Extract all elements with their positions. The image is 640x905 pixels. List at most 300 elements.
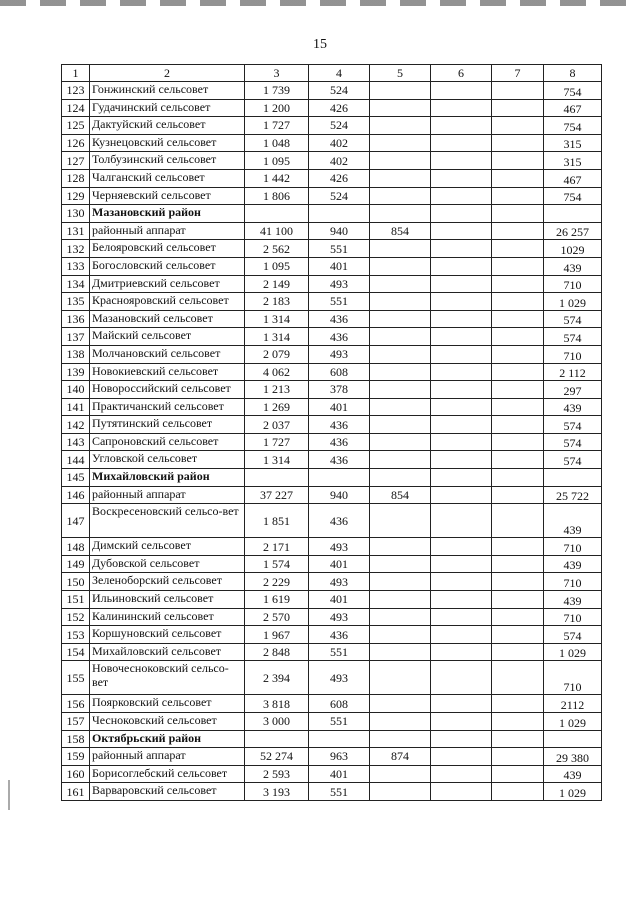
cell-col4: 493	[309, 608, 370, 626]
table-row	[62, 713, 602, 731]
row-number: 131	[62, 222, 90, 240]
cell-col8: 1 029	[544, 643, 602, 661]
cell-col6	[431, 643, 492, 661]
cell-col6	[431, 398, 492, 416]
scan-artifact	[8, 780, 10, 810]
cell-col8: 439	[544, 765, 602, 783]
cell-col7	[492, 117, 544, 135]
row-name: Майский сельсовет	[90, 328, 245, 346]
cell-col7	[492, 643, 544, 661]
cell-col3: 1 048	[245, 134, 309, 152]
cell-col6	[431, 381, 492, 399]
table-row	[62, 117, 602, 135]
cell-col7	[492, 608, 544, 626]
cell-col4	[309, 205, 370, 223]
cell-col4: 493	[309, 345, 370, 363]
cell-col7	[492, 626, 544, 644]
cell-col7	[492, 222, 544, 240]
cell-col4: 608	[309, 695, 370, 713]
cell-col6	[431, 205, 492, 223]
cell-col8: 710	[544, 538, 602, 556]
cell-col3: 1 314	[245, 310, 309, 328]
cell-col6	[431, 486, 492, 504]
cell-col4: 493	[309, 661, 370, 695]
cell-col6	[431, 345, 492, 363]
cell-col6	[431, 152, 492, 170]
row-name: Коршуновский сельсовет	[90, 626, 245, 644]
cell-col4: 524	[309, 82, 370, 100]
cell-col8: 1029	[544, 240, 602, 258]
cell-col3: 52 274	[245, 748, 309, 766]
table-row	[62, 538, 602, 556]
cell-col8: 29 380	[544, 748, 602, 766]
cell-col3: 1 727	[245, 433, 309, 451]
cell-col4: 426	[309, 99, 370, 117]
cell-col5	[370, 187, 431, 205]
cell-col3	[245, 205, 309, 223]
cell-col8: 467	[544, 99, 602, 117]
cell-col6	[431, 240, 492, 258]
cell-col3: 1 213	[245, 381, 309, 399]
row-number: 134	[62, 275, 90, 293]
table-row	[62, 765, 602, 783]
cell-col6	[431, 257, 492, 275]
row-name: Михайловский сельсовет	[90, 643, 245, 661]
cell-col5: 854	[370, 222, 431, 240]
table-row	[62, 275, 602, 293]
cell-col3: 3 000	[245, 713, 309, 731]
row-name: Молчановский сельсовет	[90, 345, 245, 363]
cell-col6	[431, 661, 492, 695]
cell-col3: 1 851	[245, 504, 309, 538]
cell-col4: 940	[309, 486, 370, 504]
cell-col5	[370, 713, 431, 731]
row-number: 132	[62, 240, 90, 258]
cell-col4: 436	[309, 451, 370, 469]
table-row	[62, 416, 602, 434]
cell-col3: 2 570	[245, 608, 309, 626]
cell-col8: 1 029	[544, 783, 602, 801]
row-number: 133	[62, 257, 90, 275]
table-row	[62, 783, 602, 801]
cell-col8: 467	[544, 169, 602, 187]
cell-col6	[431, 363, 492, 381]
scan-top-edge	[0, 0, 640, 6]
cell-col6	[431, 748, 492, 766]
cell-col7	[492, 257, 544, 275]
cell-col8: 574	[544, 451, 602, 469]
cell-col6	[431, 765, 492, 783]
cell-col3: 2 171	[245, 538, 309, 556]
row-name: Гонжинский сельсовет	[90, 82, 245, 100]
row-name: Зеленоборский сельсовет	[90, 573, 245, 591]
row-name: Новороссийский сельсовет	[90, 381, 245, 399]
row-number: 144	[62, 451, 90, 469]
cell-col5	[370, 451, 431, 469]
column-header: 4	[309, 65, 370, 82]
row-name: Новокиевский сельсовет	[90, 363, 245, 381]
cell-col3: 1 806	[245, 187, 309, 205]
table-row	[62, 748, 602, 766]
row-number: 141	[62, 398, 90, 416]
row-name: районный аппарат	[90, 748, 245, 766]
cell-col4: 436	[309, 416, 370, 434]
cell-col6	[431, 222, 492, 240]
column-header: 3	[245, 65, 309, 82]
row-name: Угловской сельсовет	[90, 451, 245, 469]
cell-col3: 2 229	[245, 573, 309, 591]
cell-col5	[370, 730, 431, 748]
cell-col4: 493	[309, 275, 370, 293]
table-row	[62, 257, 602, 275]
cell-col6	[431, 117, 492, 135]
cell-col4: 436	[309, 626, 370, 644]
cell-col8: 315	[544, 152, 602, 170]
cell-col6	[431, 82, 492, 100]
row-number: 143	[62, 433, 90, 451]
cell-col3: 2 183	[245, 293, 309, 311]
cell-col7	[492, 134, 544, 152]
cell-col5	[370, 345, 431, 363]
cell-col5	[370, 293, 431, 311]
cell-col7	[492, 152, 544, 170]
row-name: Октябрьский район	[90, 730, 245, 748]
row-number: 125	[62, 117, 90, 135]
cell-col4: 524	[309, 187, 370, 205]
cell-col8: 439	[544, 591, 602, 609]
cell-col7	[492, 555, 544, 573]
row-name: Богословский сельсовет	[90, 257, 245, 275]
cell-col8: 710	[544, 345, 602, 363]
cell-col4: 551	[309, 643, 370, 661]
column-header: 2	[90, 65, 245, 82]
cell-col4	[309, 730, 370, 748]
cell-col3: 1 095	[245, 257, 309, 275]
row-name: Варваровский сельсовет	[90, 783, 245, 801]
column-header: 6	[431, 65, 492, 82]
row-number: 123	[62, 82, 90, 100]
cell-col3: 1 269	[245, 398, 309, 416]
cell-col7	[492, 240, 544, 258]
cell-col7	[492, 748, 544, 766]
cell-col6	[431, 275, 492, 293]
cell-col4: 963	[309, 748, 370, 766]
cell-col8: 754	[544, 82, 602, 100]
table-row	[62, 152, 602, 170]
cell-col7	[492, 695, 544, 713]
row-name: Путятинский сельсовет	[90, 416, 245, 434]
table-row	[62, 187, 602, 205]
table-row	[62, 433, 602, 451]
cell-col7	[492, 381, 544, 399]
cell-col5	[370, 695, 431, 713]
cell-col6	[431, 573, 492, 591]
row-number: 130	[62, 205, 90, 223]
cell-col8: 439	[544, 257, 602, 275]
cell-col7	[492, 99, 544, 117]
cell-col3: 1 727	[245, 117, 309, 135]
cell-col7	[492, 486, 544, 504]
row-name: Борисоглебский сельсовет	[90, 765, 245, 783]
cell-col6	[431, 538, 492, 556]
cell-col4: 401	[309, 257, 370, 275]
district-row	[62, 469, 602, 487]
row-number: 129	[62, 187, 90, 205]
cell-col4: 551	[309, 240, 370, 258]
cell-col5	[370, 257, 431, 275]
cell-col8: 710	[544, 661, 602, 695]
cell-col8: 574	[544, 626, 602, 644]
cell-col4: 436	[309, 310, 370, 328]
cell-col5	[370, 205, 431, 223]
cell-col3: 1 314	[245, 451, 309, 469]
table-row	[62, 381, 602, 399]
cell-col7	[492, 82, 544, 100]
cell-col7	[492, 310, 544, 328]
cell-col6	[431, 783, 492, 801]
cell-col4: 436	[309, 433, 370, 451]
cell-col6	[431, 695, 492, 713]
row-name: Гудачинский сельсовет	[90, 99, 245, 117]
row-number: 147	[62, 504, 90, 538]
cell-col3: 37 227	[245, 486, 309, 504]
cell-col5	[370, 555, 431, 573]
cell-col7	[492, 730, 544, 748]
cell-col4: 378	[309, 381, 370, 399]
page-number: 15	[313, 37, 327, 52]
row-number: 135	[62, 293, 90, 311]
row-name: Поярковский сельсовет	[90, 695, 245, 713]
row-number: 142	[62, 416, 90, 434]
column-header: 8	[544, 65, 602, 82]
row-name: Белояровский сельсовет	[90, 240, 245, 258]
cell-col3: 1 967	[245, 626, 309, 644]
table-row	[62, 310, 602, 328]
cell-col3: 4 062	[245, 363, 309, 381]
row-name: Новочесноковский сельсо-вет	[90, 661, 245, 695]
cell-col7	[492, 765, 544, 783]
cell-col7	[492, 293, 544, 311]
cell-col7	[492, 783, 544, 801]
cell-col6	[431, 730, 492, 748]
cell-col7	[492, 538, 544, 556]
cell-col7	[492, 398, 544, 416]
cell-col8: 574	[544, 433, 602, 451]
cell-col4	[309, 469, 370, 487]
row-name: районный аппарат	[90, 486, 245, 504]
cell-col8: 710	[544, 573, 602, 591]
row-number: 139	[62, 363, 90, 381]
cell-col8: 2 112	[544, 363, 602, 381]
row-number: 151	[62, 591, 90, 609]
row-name: Воскресеновский сельсо-вет	[90, 504, 245, 538]
row-name: Мазановский район	[90, 205, 245, 223]
cell-col6	[431, 555, 492, 573]
cell-col7	[492, 205, 544, 223]
cell-col5	[370, 117, 431, 135]
row-number: 155	[62, 661, 90, 695]
cell-col5	[370, 381, 431, 399]
cell-col8	[544, 730, 602, 748]
cell-col8: 710	[544, 275, 602, 293]
table-row	[62, 591, 602, 609]
cell-col8: 1 029	[544, 293, 602, 311]
cell-col3: 2 037	[245, 416, 309, 434]
row-number: 127	[62, 152, 90, 170]
row-name: Ильиновский сельсовет	[90, 591, 245, 609]
cell-col6	[431, 169, 492, 187]
cell-col4: 401	[309, 398, 370, 416]
cell-col4: 426	[309, 169, 370, 187]
district-row	[62, 730, 602, 748]
row-number: 136	[62, 310, 90, 328]
table-row	[62, 451, 602, 469]
cell-col5	[370, 783, 431, 801]
row-name: Толбузинский сельсовет	[90, 152, 245, 170]
cell-col5	[370, 608, 431, 626]
cell-col5	[370, 591, 431, 609]
table-row	[62, 695, 602, 713]
cell-col4: 940	[309, 222, 370, 240]
cell-col5	[370, 152, 431, 170]
cell-col5	[370, 573, 431, 591]
cell-col3: 1 619	[245, 591, 309, 609]
row-name: Черняевский сельсовет	[90, 187, 245, 205]
cell-col3: 3 193	[245, 783, 309, 801]
cell-col4: 402	[309, 152, 370, 170]
row-number: 150	[62, 573, 90, 591]
cell-col6	[431, 187, 492, 205]
cell-col6	[431, 134, 492, 152]
column-header: 7	[492, 65, 544, 82]
cell-col8: 26 257	[544, 222, 602, 240]
cell-col6	[431, 608, 492, 626]
row-number: 149	[62, 555, 90, 573]
cell-col7	[492, 713, 544, 731]
cell-col4: 401	[309, 765, 370, 783]
cell-col6	[431, 310, 492, 328]
table-row	[62, 328, 602, 346]
row-number: 137	[62, 328, 90, 346]
cell-col8: 754	[544, 117, 602, 135]
table-row	[62, 661, 602, 695]
cell-col7	[492, 416, 544, 434]
cell-col3: 1 739	[245, 82, 309, 100]
district-row	[62, 205, 602, 223]
cell-col8: 439	[544, 398, 602, 416]
cell-col3: 1 200	[245, 99, 309, 117]
table-row	[62, 240, 602, 258]
cell-col5	[370, 469, 431, 487]
row-number: 161	[62, 783, 90, 801]
table-body	[62, 82, 602, 801]
cell-col8: 439	[544, 555, 602, 573]
cell-col4: 551	[309, 783, 370, 801]
cell-col6	[431, 433, 492, 451]
cell-col8: 1 029	[544, 713, 602, 731]
row-number: 153	[62, 626, 90, 644]
cell-col4: 493	[309, 538, 370, 556]
table-row	[62, 626, 602, 644]
row-number: 156	[62, 695, 90, 713]
cell-col7	[492, 504, 544, 538]
cell-col8	[544, 469, 602, 487]
cell-col5	[370, 363, 431, 381]
table-row	[62, 555, 602, 573]
column-header: 1	[62, 65, 90, 82]
row-number: 126	[62, 134, 90, 152]
cell-col8	[544, 205, 602, 223]
table-row	[62, 608, 602, 626]
cell-col7	[492, 433, 544, 451]
row-number: 157	[62, 713, 90, 731]
table-row	[62, 504, 602, 538]
row-number: 124	[62, 99, 90, 117]
row-number: 128	[62, 169, 90, 187]
cell-col5: 854	[370, 486, 431, 504]
cell-col3: 41 100	[245, 222, 309, 240]
cell-col4: 436	[309, 504, 370, 538]
row-name: Чесноковский сельсовет	[90, 713, 245, 731]
cell-col3: 2 149	[245, 275, 309, 293]
cell-col7	[492, 363, 544, 381]
cell-col5	[370, 310, 431, 328]
cell-col7	[492, 573, 544, 591]
cell-col4: 436	[309, 328, 370, 346]
row-name: Кузнецовский сельсовет	[90, 134, 245, 152]
table-row	[62, 99, 602, 117]
cell-col3: 1 442	[245, 169, 309, 187]
cell-col7	[492, 187, 544, 205]
row-number: 154	[62, 643, 90, 661]
cell-col7	[492, 451, 544, 469]
cell-col3: 2 593	[245, 765, 309, 783]
cell-col4: 493	[309, 573, 370, 591]
cell-col7	[492, 591, 544, 609]
cell-col5	[370, 643, 431, 661]
row-name: Сапроновский сельсовет	[90, 433, 245, 451]
row-number: 140	[62, 381, 90, 399]
cell-col4: 551	[309, 293, 370, 311]
cell-col6	[431, 469, 492, 487]
row-name: Михайловский район	[90, 469, 245, 487]
cell-col5	[370, 661, 431, 695]
table-row	[62, 134, 602, 152]
cell-col3: 1 314	[245, 328, 309, 346]
cell-col3: 3 818	[245, 695, 309, 713]
row-name: Чалганский сельсовет	[90, 169, 245, 187]
row-name: районный аппарат	[90, 222, 245, 240]
cell-col8: 754	[544, 187, 602, 205]
cell-col8: 2112	[544, 695, 602, 713]
cell-col4: 402	[309, 134, 370, 152]
cell-col5	[370, 99, 431, 117]
table-row	[62, 363, 602, 381]
cell-col5	[370, 82, 431, 100]
cell-col8: 25 722	[544, 486, 602, 504]
cell-col6	[431, 328, 492, 346]
table-row	[62, 82, 602, 100]
cell-col4: 608	[309, 363, 370, 381]
table-row	[62, 398, 602, 416]
table-row	[62, 169, 602, 187]
cell-col5	[370, 398, 431, 416]
cell-col3	[245, 730, 309, 748]
row-number: 159	[62, 748, 90, 766]
cell-col5	[370, 240, 431, 258]
cell-col5	[370, 134, 431, 152]
row-number: 138	[62, 345, 90, 363]
